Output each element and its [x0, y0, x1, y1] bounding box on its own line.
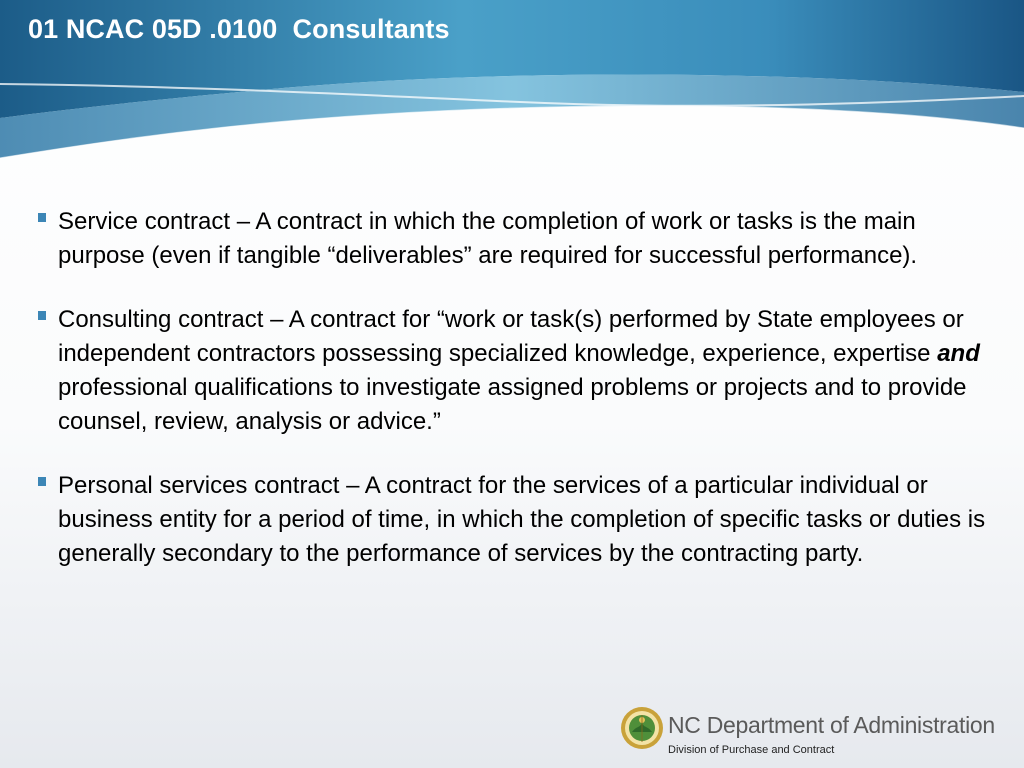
emphasis-and: and — [937, 340, 980, 367]
bullet-item-personal-services-contract — [36, 469, 986, 571]
square-bullet-icon — [38, 213, 46, 222]
department-name: NC Department of Administration — [668, 712, 995, 738]
bullet-item-consulting-contract — [36, 303, 986, 439]
slide-title: 01 NCAC 05D .0100 Consultants — [28, 14, 450, 44]
square-bullet-icon — [38, 477, 46, 486]
division-name: Division of Purchase and Contract — [668, 744, 835, 756]
square-bullet-icon — [38, 311, 46, 320]
bullet-text: Personal services contract – A contract for the services of a particular individual or business entity for a period of time, in which the completion of specific tasks or duties is generally secondary to the performance of services by the contracting party. — [58, 472, 986, 567]
nc-state-seal-icon — [620, 706, 664, 750]
bullet-list — [36, 205, 986, 601]
nc-doa-logo — [620, 706, 1016, 764]
bullet-item-service-contract — [36, 205, 986, 273]
bullet-text: Service contract – A contract in which the completion of work or tasks is the main purpose (even if tangible “deliverables” are required for successful performance). — [58, 208, 918, 269]
bullet-text: Consulting contract – A contract for “work or task(s) performed by State employees or independent contractors possessing specialized knowledge, experience, expertise and professional qualifications to investigate assigned problems or projects and to provide counsel, review, analysis or advice.” — [58, 306, 980, 435]
